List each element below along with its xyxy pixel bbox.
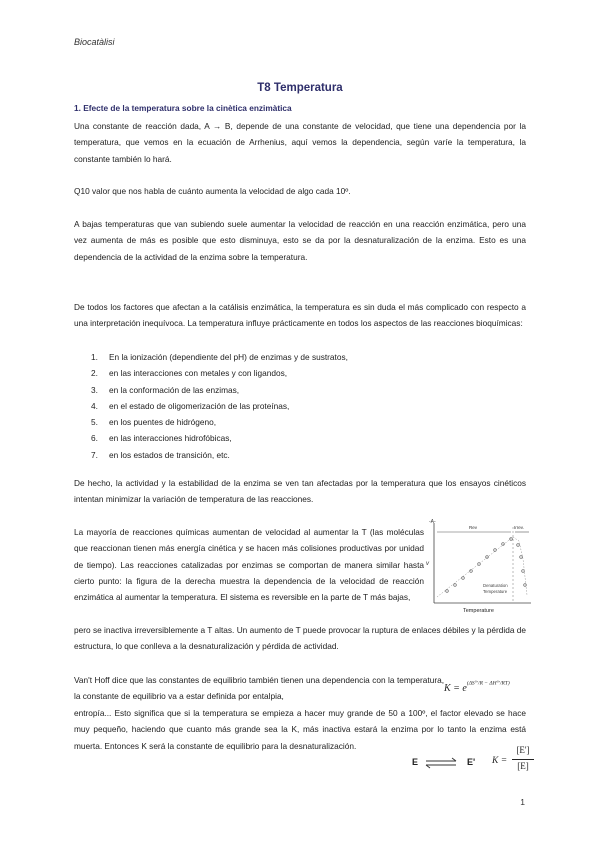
paragraph-arrhenius: Una constante de reacción dada, A → B, depende de una constante de velocidad, que tiene una dependencia por la temperatura, que vemos en la ecuación de Arrhenius, aquí vemos la dependencia, según varíe la temperatura, la constante también lo hará. <box>74 121 526 164</box>
list-item: 3. en la conformación de las enzimas, <box>91 384 240 395</box>
figure-rev-label: Rev <box>469 525 478 530</box>
figure-y-axis-label: v <box>426 561 429 567</box>
figure-panel-label: -A- <box>429 519 436 525</box>
paragraph-entropy: entropía... Esto significa que si la temperatura se empieza a hacer muy grande de 50 a 100º, el factor elevado se hace muy pequeño, haciendo que cuanto más grande sea la K, más inactiva estará la enzima por lo tanto la enzima está muerta. Entonces K será la constante de equilibrio para la desnaturalización. <box>74 708 526 751</box>
list-item: 6. en las interacciones hidrofóbicas, <box>91 433 232 444</box>
equation-k-exponent: (ΔS°'/R − ΔH°'/RT) <box>466 680 510 687</box>
equilibrium-right-species: E' <box>467 757 476 767</box>
list-item: 1. En la ionización (dependiente del pH) de enzimas y de sustratos, <box>91 352 348 362</box>
figure-data-point <box>446 590 449 593</box>
temperature-activity-figure <box>425 515 535 615</box>
paragraph-enzyme-stability: De hecho, la actividad y la estabilidad de la enzima se ven tan afectadas por la temperatura que los ensayos cinéticos intentan minimizar la variación de temperatura de las reacciones. <box>74 478 526 505</box>
figure-curve-label-2: Temperature <box>483 589 508 594</box>
fraction-bar <box>512 759 534 760</box>
equilibrium-k-label: K = <box>492 756 508 766</box>
page-number: 1 <box>520 797 525 807</box>
aspects-list <box>74 349 348 463</box>
list-item: 4. en el estado de oligomerización de las proteínas, <box>91 400 290 411</box>
figure-data-point <box>486 556 489 559</box>
vant-hoff-equation <box>444 678 510 696</box>
list-item: 7. en los estados de transición, etc. <box>91 449 230 460</box>
figure-data-point <box>494 549 497 552</box>
equilibrium-arrows <box>424 757 460 769</box>
equilibrium-numerator: [E'] <box>516 745 530 755</box>
figure-data-point <box>517 544 520 547</box>
paragraph-irreversible: pero se inactiva irreversiblemente a T altas. Un aumento de T puede provocar la ruptura de enlaces débiles y la pérdida de estructura, lo que conlleva a la desnaturalización y pérdida de actividad. <box>74 625 526 652</box>
figure-data-point <box>520 556 523 559</box>
figure-data-point <box>454 584 457 587</box>
paragraph-vant-hoff: Van't Hoff dice que las constantes de equilibrio también tienen una dependencia con la temperatura, la constante de equilibrio va a estar definida por entalpia, <box>74 675 444 702</box>
figure-data-point <box>462 577 465 580</box>
equation-k-base: K = e <box>444 683 467 694</box>
figure-x-axis-label: Temperature <box>463 608 494 614</box>
paragraph-low-temperatures: A bajas temperaturas que van subiendo suele aumentar la velocidad de reacción en una reacción enzimática, pero una vez aumenta de más es posible que esto disminuya, esto se da por la desnaturalización de la enzima. Esto es una dependencia de la actividad de la enzima sobre la temperatura. <box>74 219 526 262</box>
list-item: 5. en los puentes de hidrógeno, <box>91 417 217 428</box>
page-title: T8 Temperatura <box>257 82 343 94</box>
figure-curve-label: Denaturation <box>483 583 508 588</box>
figure-data-point <box>522 570 525 573</box>
paragraph-q10: Q10 valor que nos habla de cuánto aumenta la velocidad de algo cada 10º. <box>74 186 351 196</box>
figure-trend-line <box>437 537 513 597</box>
equilibrium-denominator: [E] <box>517 761 529 771</box>
list-item: 2. en las interacciones con metales y con ligandos, <box>91 368 288 379</box>
section-heading: 1. Efecte de la temperatura sobre la cinètica enzimàtica <box>74 103 292 113</box>
running-header: Biocatàlisi <box>74 37 115 47</box>
equilibrium-left-species: E <box>412 757 419 767</box>
paragraph-reaction-rates: La mayoría de reacciones químicas aumentan de velocidad al aumentar la T (las moléculas que reaccionan tienen más energía cinética y se hacen más colisiones productivas por unidad de tiempo). Las reacciones catalizadas por enzimas se comportan de manera similar hasta cierto punto: la figura de la derecha muestra la dependencia de la velocidad de reacción enzimática al aumentar la temperatura. El sistema es reversible en la parte de T más bajas, <box>74 527 424 603</box>
figure-irrev-label: Irrev. <box>514 525 524 530</box>
paragraph-factors: De todos los factores que afectan a la catálisis enzimática, la temperatura es sin duda el más complicado con respecto a una interpretación inequívoca. La temperatura influye prácticamente en todos los aspectos de las reacciones bioquímicas: <box>74 302 526 329</box>
